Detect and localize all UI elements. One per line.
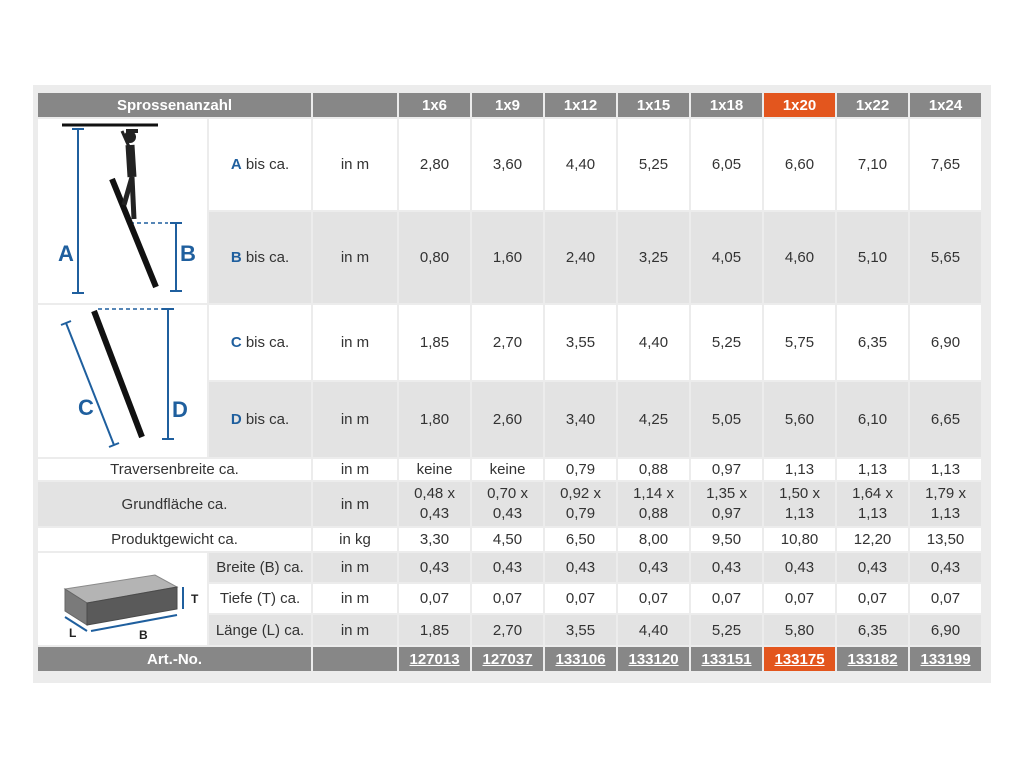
value-cell: 1,13 — [909, 458, 982, 481]
value-cell-highlighted: 0,43 — [763, 552, 836, 583]
row-label-tiefe: Tiefe (T) ca. — [208, 583, 312, 615]
table-row-traverse — [38, 458, 982, 481]
value-cell: 0,43 — [544, 552, 617, 583]
row-label-a: A bis ca. — [208, 118, 312, 211]
size-header: 1x18 — [690, 93, 763, 118]
value-cell: 1,60 — [471, 211, 544, 304]
article-cell — [544, 646, 617, 672]
article-cell — [836, 646, 909, 672]
size-header: 1x9 — [471, 93, 544, 118]
row-label-laenge: Länge (L) ca. — [208, 614, 312, 646]
dim-label-l: L — [68, 626, 76, 640]
unit: in m — [312, 304, 398, 381]
value-cell: 3,25 — [617, 211, 690, 304]
value-cell: 13,50 — [909, 527, 982, 552]
table-row-grundflaeche — [38, 481, 982, 527]
value-cell: 0,07 — [836, 583, 909, 615]
unit: in m — [312, 458, 398, 481]
value-cell-highlighted: 5,60 — [763, 381, 836, 458]
value-cell: 3,55 — [544, 304, 617, 381]
value-cell: 4,40 — [544, 118, 617, 211]
row-label-b: B bis ca. — [208, 211, 312, 304]
value-cell: 1,80 — [398, 381, 471, 458]
value-cell: 4,50 — [471, 527, 544, 552]
package-dimension-figure — [38, 552, 208, 646]
unit: in m — [312, 118, 398, 211]
article-cell-highlighted — [763, 646, 836, 672]
ladder-dimension-figure-ab — [38, 118, 208, 304]
row-label-breite: Breite (B) ca. — [208, 552, 312, 583]
value-cell: 0,07 — [909, 583, 982, 615]
value-cell: 5,10 — [836, 211, 909, 304]
unit: in m — [312, 614, 398, 646]
dim-label-a: A — [58, 241, 74, 266]
value-cell: 0,88 — [617, 458, 690, 481]
dim-label-t: T — [190, 592, 198, 606]
value-cell: 0,97 — [690, 458, 763, 481]
value-cell: 7,10 — [836, 118, 909, 211]
value-cell: 6,50 — [544, 527, 617, 552]
article-link[interactable]: 127013 — [409, 650, 460, 668]
article-link[interactable]: 133182 — [847, 650, 898, 668]
value-cell-highlighted: 5,80 — [763, 614, 836, 646]
value-cell: 5,25 — [617, 118, 690, 211]
value-cell: 5,25 — [690, 304, 763, 381]
size-header: 1x12 — [544, 93, 617, 118]
size-header: 1x6 — [398, 93, 471, 118]
row-label-grundflaeche: Grundfläche ca. — [38, 481, 312, 527]
ladder-dimension-figure-cd — [38, 304, 208, 458]
row-label-c: C bis ca. — [208, 304, 312, 381]
value-cell-highlighted: 1,50 x 1,13 — [763, 481, 836, 527]
value-cell-highlighted: 6,60 — [763, 118, 836, 211]
value-cell-highlighted: 1,13 — [763, 458, 836, 481]
value-cell: 0,48 x 0,43 — [398, 481, 471, 527]
article-link[interactable]: 133120 — [628, 650, 679, 668]
value-cell: 1,85 — [398, 614, 471, 646]
value-cell: 2,40 — [544, 211, 617, 304]
value-cell: 6,65 — [909, 381, 982, 458]
unit: in m — [312, 583, 398, 615]
value-cell: 6,10 — [836, 381, 909, 458]
article-cell — [690, 646, 763, 672]
value-cell: 0,07 — [690, 583, 763, 615]
value-cell: 9,50 — [690, 527, 763, 552]
value-cell: 0,07 — [544, 583, 617, 615]
value-cell: 0,79 — [544, 458, 617, 481]
header-row — [38, 93, 982, 118]
article-number-label: Art.-No. — [38, 646, 312, 672]
value-cell: 4,40 — [617, 614, 690, 646]
value-cell: 3,30 — [398, 527, 471, 552]
article-cell — [471, 646, 544, 672]
table-row-a — [38, 118, 982, 211]
article-cell — [909, 646, 982, 672]
article-link[interactable]: 127037 — [482, 650, 533, 668]
value-cell: 0,43 — [909, 552, 982, 583]
value-cell: 4,40 — [617, 304, 690, 381]
ladder-length-icon — [38, 305, 208, 453]
footer-row — [38, 646, 982, 672]
value-cell: 2,60 — [471, 381, 544, 458]
ladder-use-icon — [38, 119, 208, 299]
value-cell-highlighted: 5,75 — [763, 304, 836, 381]
value-cell: 0,43 — [471, 552, 544, 583]
dim-label-bb: B — [138, 628, 148, 641]
row-label-traverse: Traversenbreite ca. — [38, 458, 312, 481]
article-cell — [617, 646, 690, 672]
value-cell: 0,07 — [617, 583, 690, 615]
value-cell: 2,80 — [398, 118, 471, 211]
spec-table — [38, 93, 983, 673]
unit: in m — [312, 211, 398, 304]
row-label-gewicht: Produktgewicht ca. — [38, 527, 312, 552]
value-cell: 1,35 x 0,97 — [690, 481, 763, 527]
value-cell-highlighted: 4,60 — [763, 211, 836, 304]
value-cell: 1,85 — [398, 304, 471, 381]
dim-label-d: D — [172, 397, 188, 422]
value-cell: 1,13 — [836, 458, 909, 481]
value-cell: 0,92 x 0,79 — [544, 481, 617, 527]
value-cell: 5,05 — [690, 381, 763, 458]
package-box-icon — [43, 553, 203, 641]
value-cell: 0,70 x 0,43 — [471, 481, 544, 527]
dim-label-c: C — [78, 395, 94, 420]
value-cell: 3,55 — [544, 614, 617, 646]
unit: in m — [312, 381, 398, 458]
size-header: 1x24 — [909, 93, 982, 118]
article-link[interactable]: 133151 — [701, 650, 752, 668]
article-link-highlighted[interactable]: 133175 — [774, 650, 825, 668]
article-link[interactable]: 133199 — [920, 650, 971, 668]
value-cell: keine — [471, 458, 544, 481]
unit: in kg — [312, 527, 398, 552]
value-cell: 5,25 — [690, 614, 763, 646]
table-row-breite — [38, 552, 982, 583]
article-cell — [398, 646, 471, 672]
value-cell: 0,80 — [398, 211, 471, 304]
value-cell: 3,60 — [471, 118, 544, 211]
value-cell: 6,90 — [909, 614, 982, 646]
value-cell: 7,65 — [909, 118, 982, 211]
value-cell: 8,00 — [617, 527, 690, 552]
size-header: 1x22 — [836, 93, 909, 118]
row-label-d: D bis ca. — [208, 381, 312, 458]
dim-label-b: B — [180, 241, 196, 266]
value-cell: 6,90 — [909, 304, 982, 381]
footer-unit-cell — [312, 646, 398, 672]
value-cell: 1,14 x 0,88 — [617, 481, 690, 527]
value-cell: 6,35 — [836, 304, 909, 381]
value-cell: keine — [398, 458, 471, 481]
header-unit-cell — [312, 93, 398, 118]
value-cell: 0,07 — [398, 583, 471, 615]
value-cell: 6,05 — [690, 118, 763, 211]
value-cell: 0,43 — [690, 552, 763, 583]
value-cell-highlighted: 10,80 — [763, 527, 836, 552]
unit: in m — [312, 552, 398, 583]
value-cell: 0,43 — [617, 552, 690, 583]
header-title: Sprossenanzahl — [38, 93, 312, 118]
value-cell: 2,70 — [471, 304, 544, 381]
value-cell: 4,25 — [617, 381, 690, 458]
value-cell: 0,07 — [471, 583, 544, 615]
value-cell: 3,40 — [544, 381, 617, 458]
value-cell: 4,05 — [690, 211, 763, 304]
value-cell-highlighted: 0,07 — [763, 583, 836, 615]
value-cell: 5,65 — [909, 211, 982, 304]
value-cell: 2,70 — [471, 614, 544, 646]
table-row-gewicht — [38, 527, 982, 552]
value-cell: 0,43 — [398, 552, 471, 583]
table-row-c — [38, 304, 982, 381]
value-cell: 12,20 — [836, 527, 909, 552]
spec-table-panel — [33, 85, 991, 683]
unit: in m — [312, 481, 398, 527]
value-cell: 1,79 x 1,13 — [909, 481, 982, 527]
size-header: 1x15 — [617, 93, 690, 118]
value-cell: 0,43 — [836, 552, 909, 583]
size-header-highlighted: 1x20 — [763, 93, 836, 118]
value-cell: 6,35 — [836, 614, 909, 646]
article-link[interactable]: 133106 — [555, 650, 606, 668]
value-cell: 1,64 x 1,13 — [836, 481, 909, 527]
